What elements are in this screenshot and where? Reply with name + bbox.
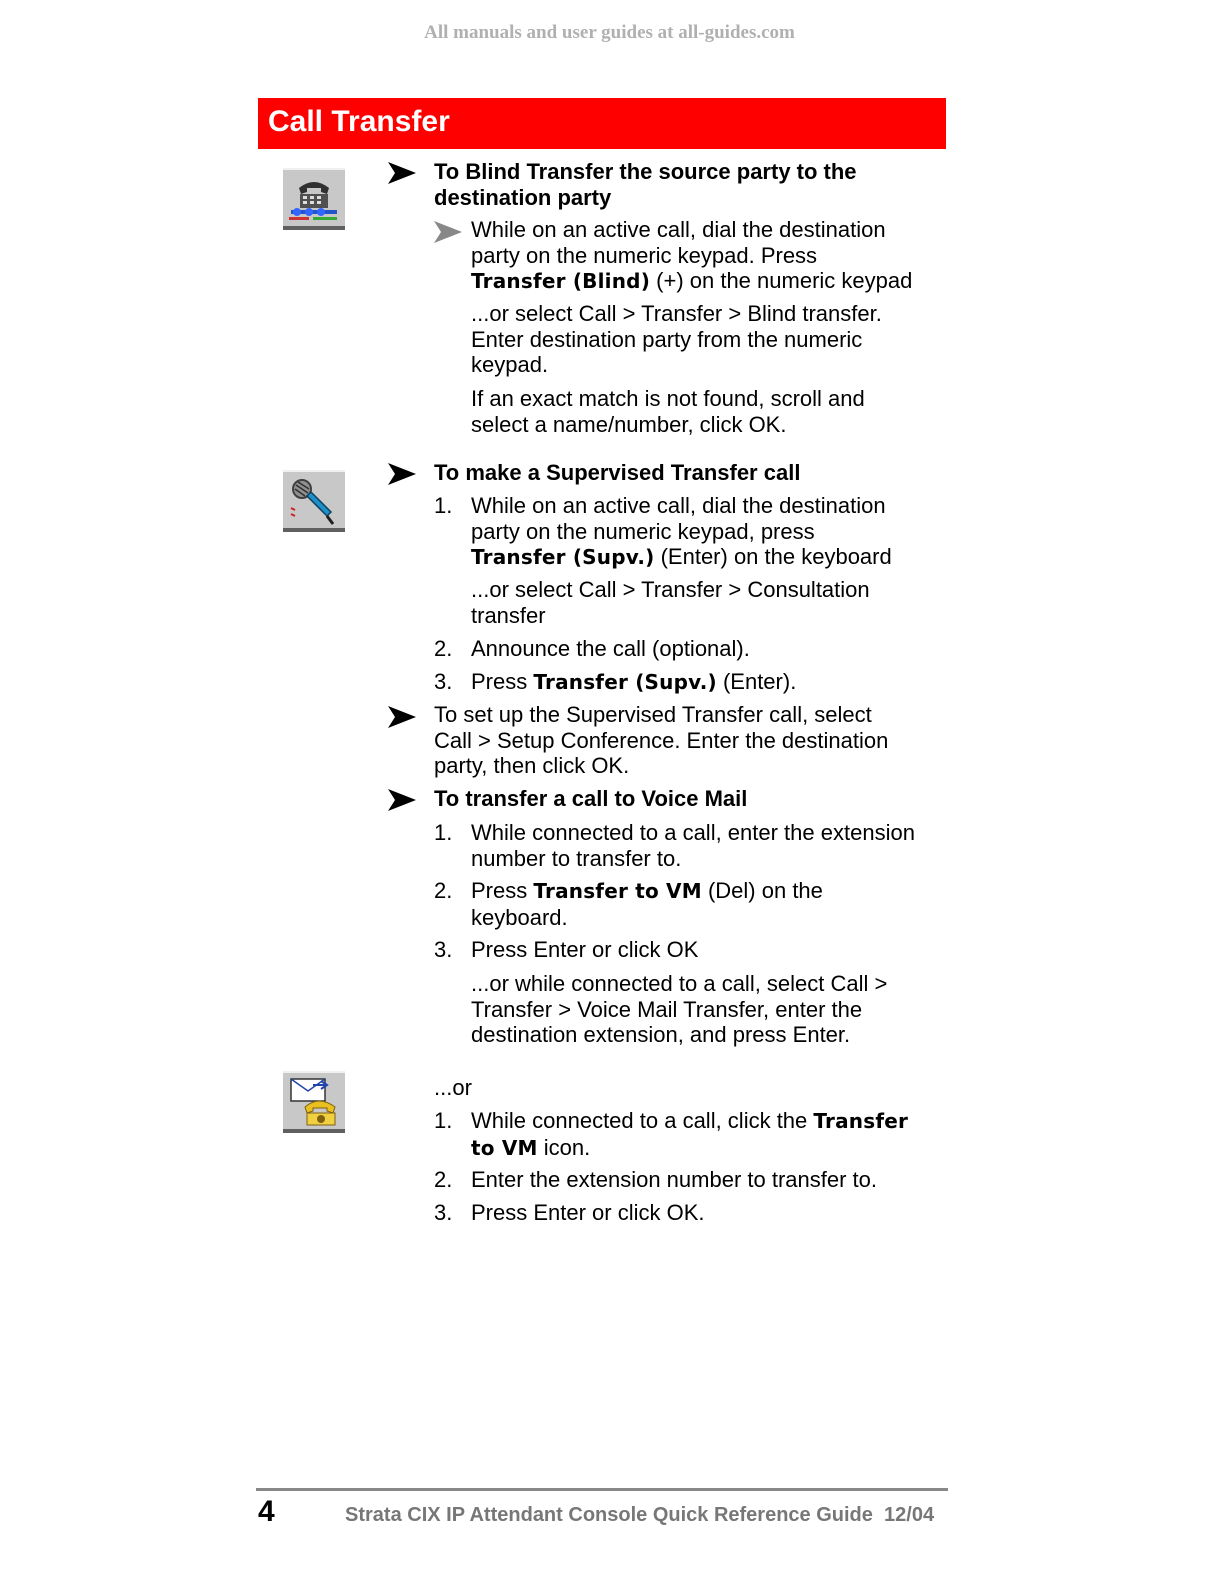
text-line: ...or while connected to a call, select Call > [471, 971, 888, 996]
arrow-bullet-icon [434, 221, 462, 243]
step-number: 1. [434, 1108, 453, 1133]
text-line [471, 1108, 908, 1135]
footer-date: 12/04 [884, 1504, 935, 1526]
text-line: Call > Setup Conference. Enter the destination [434, 727, 889, 753]
heading-line: To Blind Transfer the source party to the [434, 159, 857, 184]
section-title: Call Transfer [268, 105, 450, 138]
key-label: Transfer [813, 1109, 909, 1133]
text-line: party, then click OK. [434, 753, 630, 778]
key-label: Transfer to VM [533, 879, 702, 903]
text-line: While on an active call, dial the destination [471, 217, 886, 242]
text-span: icon. [537, 1134, 591, 1160]
text-line: party on the numeric keypad. Press [471, 242, 818, 268]
footer-rule [256, 1488, 948, 1491]
text-span: (Del) on the [701, 878, 823, 903]
key-label: to VM [471, 1135, 538, 1160]
telephone-transfer-icon [283, 168, 345, 230]
step-number: 2. [434, 878, 453, 903]
footer-title [345, 1504, 934, 1527]
blind-transfer-note [471, 386, 865, 437]
text-line: number to transfer to. [471, 845, 682, 871]
text-line: Transfer > Voice Mail Transfer, enter the [471, 996, 863, 1022]
supervised-step-3 [471, 669, 796, 696]
arrow-bullet-icon [388, 706, 416, 728]
page-number: 4 [258, 1495, 275, 1528]
voicemail-step-1 [471, 820, 915, 871]
key-label: Transfer (Supv.) [471, 545, 655, 569]
blind-transfer-alt [471, 301, 882, 378]
text-line: party on the numeric keypad, press [471, 518, 815, 544]
text-line: ...or select Call > Transfer > Consultation [471, 577, 870, 602]
voicemail-step-2 [471, 878, 823, 930]
step-number: 2. [434, 636, 453, 661]
text-line: If an exact match is not found, scroll and [471, 386, 865, 411]
text-span: Press [471, 669, 534, 694]
text-span: While connected to a call, click the [471, 1108, 814, 1133]
voicemail-step-3: Press Enter or click OK [471, 937, 699, 962]
text-span: (Enter). [716, 669, 797, 694]
text-line: keyboard. [471, 904, 568, 930]
text-line: keypad. [471, 352, 549, 377]
text-span: (+) on the numeric keypad [650, 268, 913, 293]
blind-transfer-step [471, 217, 912, 295]
arrow-bullet-icon [388, 789, 416, 811]
step-number: 1. [434, 493, 453, 518]
key-label: Transfer (Blind) [471, 269, 651, 293]
text-line: destination extension, and press Enter. [471, 1022, 851, 1047]
text-span: Press [471, 878, 534, 903]
voicemail-alt [471, 971, 887, 1048]
footer-title-text: Strata CIX IP Attendant Console Quick Reference Guide [345, 1504, 873, 1526]
text-line [471, 544, 892, 571]
text-line: While connected to a call, enter the extension [471, 820, 915, 845]
text-line: transfer [471, 602, 546, 628]
arrow-bullet-icon [388, 162, 416, 184]
text-line: select a name/number, click OK. [471, 411, 787, 437]
text-line [471, 878, 823, 905]
text-line: To set up the Supervised Transfer call, select [434, 702, 872, 727]
alt-step-3: Press Enter or click OK. [471, 1200, 705, 1225]
alt-intro: ...or [434, 1075, 472, 1100]
blind-transfer-heading [434, 159, 857, 210]
supervised-step-1-alt [471, 577, 870, 628]
voicemail-transfer-heading: To transfer a call to Voice Mail [434, 786, 748, 811]
step-number: 1. [434, 820, 453, 845]
text-line: ...or select Call > Transfer > Blind transfer. [471, 301, 882, 326]
text-line [471, 268, 912, 295]
arrow-bullet-icon [388, 463, 416, 485]
text-line: Enter destination party from the numeric [471, 326, 863, 352]
alt-step-1 [471, 1108, 908, 1161]
step-number: 3. [434, 669, 453, 694]
text-span: (Enter) on the keyboard [654, 544, 892, 569]
text-line [471, 1135, 908, 1162]
watermark: All manuals and user guides at all-guides.com [424, 22, 795, 43]
step-number: 3. [434, 1200, 453, 1225]
key-label: Transfer (Supv.) [533, 670, 717, 694]
heading-line: destination party [434, 184, 612, 210]
supervised-step-2: Announce the call (optional). [471, 636, 750, 661]
alt-step-2: Enter the extension number to transfer to. [471, 1167, 878, 1192]
text-line: While on an active call, dial the destination [471, 493, 886, 518]
section-banner [258, 98, 946, 149]
setup-conference-text [434, 702, 888, 779]
microphone-transfer-icon [283, 470, 345, 532]
step-number: 3. [434, 937, 453, 962]
voicemail-transfer-icon [283, 1071, 345, 1133]
supervised-transfer-heading: To make a Supervised Transfer call [434, 460, 801, 485]
supervised-step-1 [471, 493, 892, 571]
step-number: 2. [434, 1167, 453, 1192]
